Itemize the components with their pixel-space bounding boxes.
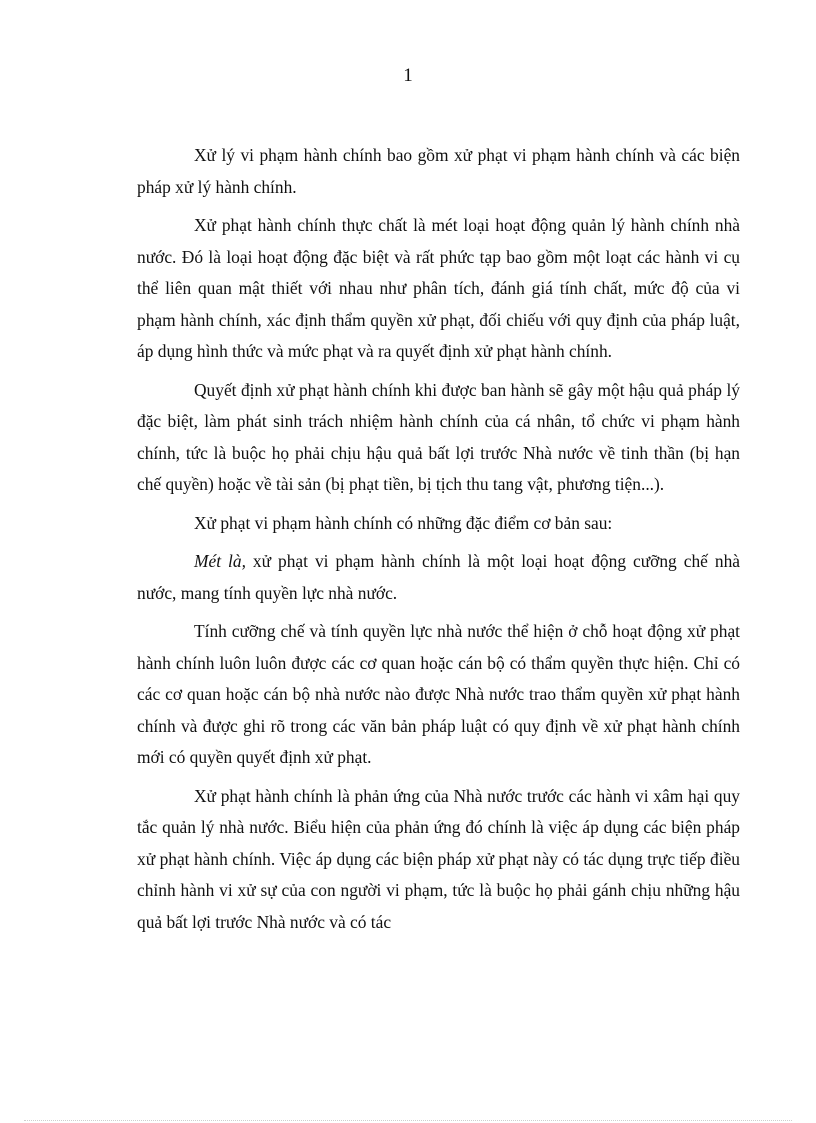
page-bottom-divider <box>24 1120 792 1121</box>
paragraph-1: Xử lý vi phạm hành chính bao gồm xử phạt vi phạm hành chính và các biện pháp xử lý hành chính. <box>137 145 740 197</box>
paragraph-4: Xử phạt vi phạm hành chính có những đặc điểm cơ bản sau: <box>194 512 613 533</box>
page-number: 1 <box>403 65 413 86</box>
paragraph-5-lead: Mét là, <box>194 551 246 571</box>
paragraph-2: Xử phạt hành chính thực chất là mét loại hoạt động quản lý hành chính nhà nước. Đó là loại hoạt động đặc biệt và rất phức tạp bao gồm một loạt các hành vi cụ thể liên quan mật thiết với nhau như phân tích, đánh giá tính chất, mức độ của vi phạm hành chính, xác định thẩm quyền xử phạt, đối chiếu với quy định của pháp luật, áp dụng hình thức và mức phạt và ra quyết định xử phạt hành chính. <box>137 215 740 361</box>
paragraph-7: Xử phạt hành chính là phản ứng của Nhà nước trước các hành vi xâm hại quy tắc quản lý nhà nước. Biểu hiện của phản ứng đó chính là việc áp dụng các biện pháp xử phạt hành chính. Việc áp dụng các biện pháp xử phạt này có tác dụng trực tiếp điều chỉnh hành vi xử sự của con người vi phạm, tức là buộc họ phải gánh chịu những hậu quả bất lợi trước Nhà nước và có tác <box>137 785 740 932</box>
paragraph-5-text: xử phạt vi phạm hành chính là một loại hoạt động cưỡng chế nhà nước, mang tính quyền lực nhà nước. <box>137 551 740 603</box>
document-body <box>137 140 740 945</box>
paragraph-6: Tính cưỡng chế và tính quyền lực nhà nước thể hiện ở chỗ hoạt động xử phạt hành chính luôn luôn được các cơ quan hoặc cán bộ có thẩm quyền thực hiện. Chỉ có các cơ quan hoặc cán bộ nhà nước nào được Nhà nước trao thẩm quyền xử phạt hành chính và được ghi rõ trong các văn bản pháp luật có quy định về xử phạt hành chính mới có quyền quyết định xử phạt. <box>137 621 740 767</box>
paragraph-3: Quyết định xử phạt hành chính khi được ban hành sẽ gây một hậu quả pháp lý đặc biệt, làm phát sinh trách nhiệm hành chính của cá nhân, tổ chức vi phạm hành chính, tức là buộc họ phải chịu hậu quả bất lợi trước Nhà nước về tinh thần (bị hạn chế quyền) hoặc về tài sản (bị phạt tiền, bị tịch thu tang vật, phương tiện...). <box>137 379 740 494</box>
paragraph-5 <box>137 546 740 609</box>
